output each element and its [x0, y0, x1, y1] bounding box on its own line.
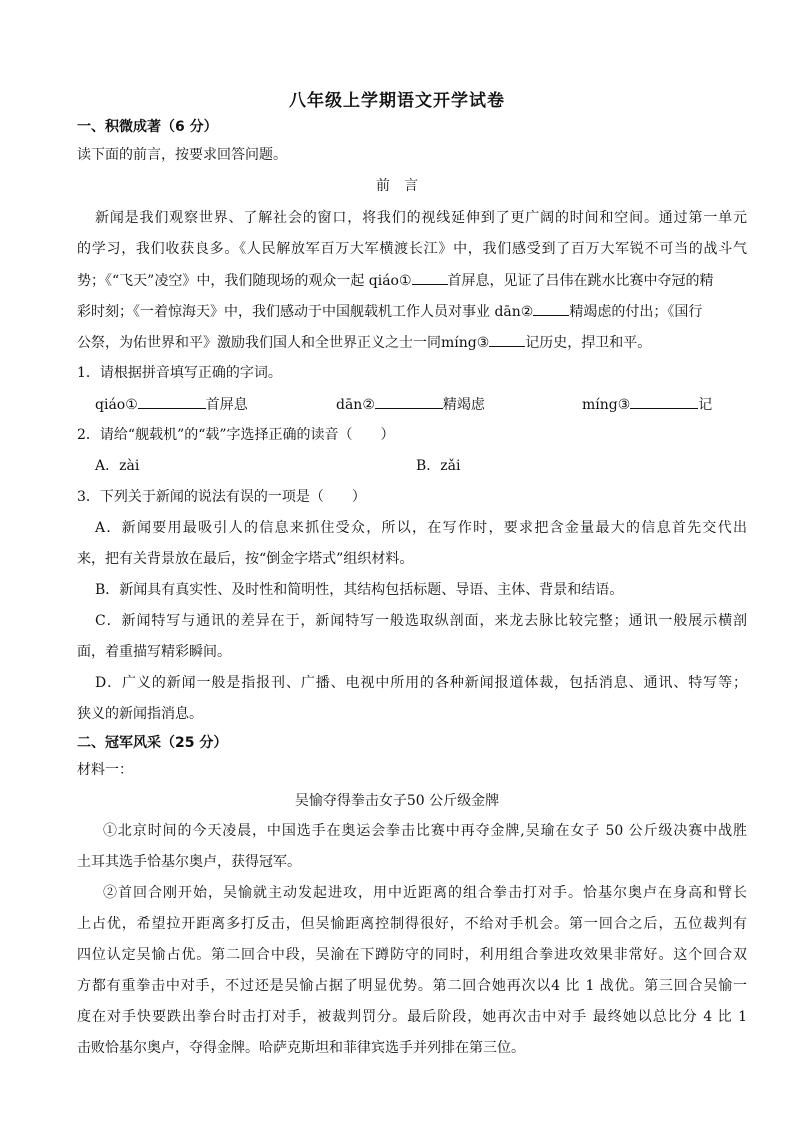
q1-item-1-pinyin: qiáo①	[95, 397, 138, 413]
section2-heading: 二、冠军风采（25 分）	[77, 735, 228, 751]
q1-item-3-suffix: 记	[698, 397, 713, 413]
blank-3	[489, 332, 525, 347]
preface-line-1: 新闻是我们观察世界、了解社会的窗口，将我们的视线延伸到了更广阔的时间和空间。通过第一单元	[95, 210, 747, 226]
material-label: 材料一：	[77, 762, 133, 778]
preface-line-3-a: 势；《“飞天”凌空》中，我们随现场的观众一起 qiáo①	[77, 273, 412, 289]
q1-item-1	[95, 394, 248, 415]
q3-line-2: 来，把有关背景放在最后，按“倒金字塔式”组织材料。	[77, 551, 414, 567]
preface-title: 前 言	[376, 178, 418, 194]
preface-line-3-b: 首屏息，见证了吕伟在跳水比赛中夺冠的精	[447, 273, 714, 289]
preface-line-4-a: 彩时刻；《一着惊海天》中，我们感动于中国舰载机工作人员对事业 dān②	[77, 304, 534, 320]
preface-line-3	[77, 270, 747, 291]
blank-1	[412, 270, 448, 285]
blank-2	[533, 301, 569, 316]
q1-blank-3	[630, 394, 698, 409]
article-line-4: 上占优，希望拉开距离多打反击，但吴愉距离控制得很好，不给对手机会。第一回合之后，五位裁判有	[77, 916, 747, 932]
q1-item-2	[336, 394, 485, 415]
preface-line-5	[77, 332, 747, 353]
q3-line-7: 狭义的新闻指消息。	[77, 706, 203, 722]
q1-stem: 1．请根据拼音填写正确的字词。	[77, 365, 282, 381]
q2-stem: 2．请给“舰载机”的“载”字选择正确的读音（ ）	[77, 427, 395, 443]
article-line-3: ②首回合刚开始，吴愉就主动发起进攻，用中近距离的组合拳击打对手。恰基尔奥卢在身高和臂长	[103, 885, 747, 901]
q2-option-b: B．zǎi	[416, 458, 461, 474]
q3-line-5: 面，着重描写精彩瞬间。	[77, 644, 231, 660]
q1-item-3	[582, 394, 712, 415]
preface-line-4-b: 精竭虑的付出；《国行	[569, 304, 703, 320]
article-line-2: 土耳其选手恰基尔奥卢，获得冠军。	[77, 854, 301, 870]
page-title: 八年级上学期语文开学试卷	[289, 91, 505, 111]
preface-line-4	[77, 301, 747, 322]
article-line-6: 方都有重拳击中对手，不过还是吴愉占据了明显优势。第二回合她再次以4 比 1 战优。第三回合吴愉一	[77, 978, 747, 994]
q3-line-3: B．新闻具有真实性、及时性和简明性，其结构包括标题、导语、主体、背景和结语。	[95, 582, 624, 598]
preface-line-5-b: 记历史，捍卫和平。	[525, 335, 652, 351]
q3-line-6: D．广义的新闻一般是指报刊、广播、电视中所用的各种新闻报道体裁，包括消息、通讯、特写等；	[95, 675, 747, 691]
article-title: 吴愉夺得拳击女子50 公斤级金牌	[294, 793, 500, 809]
preface-line-5-a: 公祭，为佑世界和平》激励我们国人和全世界正义之士一同míng③	[77, 335, 490, 351]
article-line-7: 度在对手快要跌出拳台时击打对手，被裁判罚分。最后阶段，她再次击中对手 最终她以总比分 4 比 1	[77, 1009, 747, 1025]
q1-blank-2	[375, 394, 443, 409]
section1-instruction: 读下面的前言，按要求回答问题。	[77, 147, 287, 163]
section1-heading: 一、积微成著（6 分）	[77, 119, 218, 135]
q1-item-1-suffix: 首屏息	[205, 397, 248, 413]
q3-stem: 3．下列关于新闻的说法有误的一项是（ ）	[77, 489, 366, 505]
article-line-5: 四位认定吴愉占优。第二回合中段，吴渝在下蹲防守的同时，利用组合拳进攻效果非常好。这个回合双	[77, 947, 747, 963]
q3-line-4: C．新闻特写与通讯的差异在于，新闻特写一般选取纵剖面，来龙去脉比较完整；通讯一般展示横剖	[95, 613, 747, 629]
q1-blank-1	[138, 394, 206, 409]
q1-item-2-suffix: 精竭虑	[442, 397, 485, 413]
preface-line-2: 的学习，我们收获良多。《人民解放军百万大军横渡长江》中，我们感受到了百万大军锐不可当的战斗气	[77, 241, 747, 257]
q3-line-1: A．新闻要用最吸引人的信息来抓住受众，所以，在写作时，要求把含金量最大的信息首先交代出	[95, 520, 747, 536]
q1-item-3-pinyin: míng③	[582, 397, 631, 413]
q1-item-2-pinyin: dān②	[336, 397, 375, 413]
article-line-8: 击败恰基尔奥卢，夺得金牌。哈萨克斯坦和菲律宾选手并列排在第三位。	[77, 1040, 525, 1056]
article-line-1: ①北京时间的今天凌晨，中国选手在奥运会拳击比赛中再夺金牌,吴瑜在女子 50 公斤级决赛中战胜	[103, 823, 747, 839]
q2-option-a: A．zài	[95, 458, 140, 474]
